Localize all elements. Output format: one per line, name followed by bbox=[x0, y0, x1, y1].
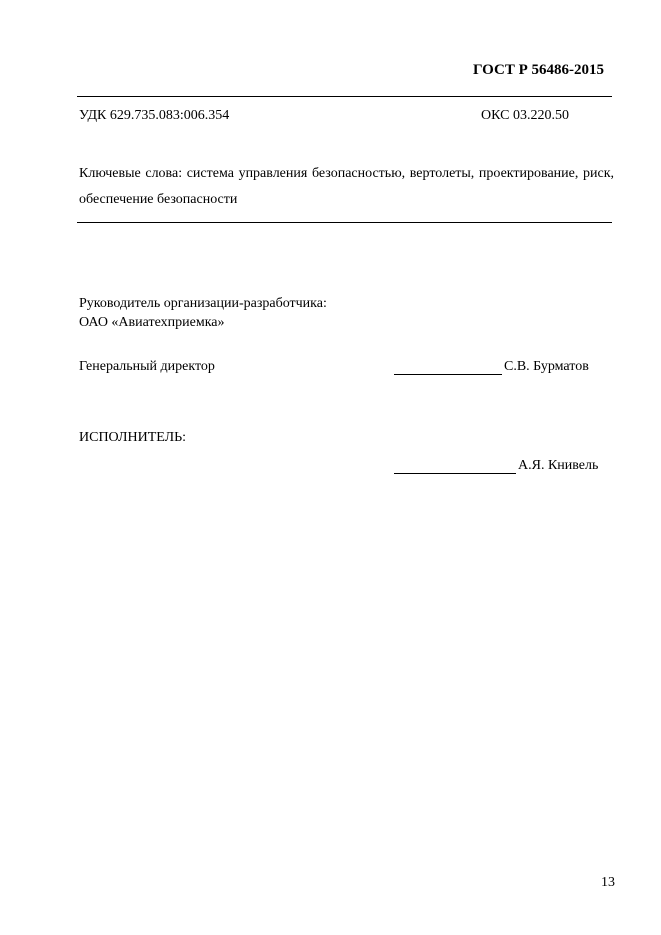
top-divider bbox=[77, 96, 612, 97]
executor-label: ИСПОЛНИТЕЛЬ: bbox=[79, 430, 187, 445]
director-name: С.В. Бурматов bbox=[504, 359, 589, 374]
executor-name: А.Я. Книвель bbox=[518, 458, 599, 473]
oks-code: ОКС 03.220.50 bbox=[481, 108, 569, 123]
developer-org-label: Руководитель организации-разработчика: bbox=[79, 296, 327, 311]
executor-signature-line bbox=[394, 473, 516, 474]
bottom-divider bbox=[77, 222, 612, 223]
director-signature-line bbox=[394, 374, 502, 375]
director-position: Генеральный директор bbox=[79, 359, 215, 374]
developer-org-name: ОАО «Авиатехприемка» bbox=[79, 315, 225, 330]
keywords-paragraph: Ключевые слова: система управления безопасностью, вертолеты, проектирование, риск, обеспечение безопасности bbox=[79, 166, 614, 207]
page-number: 13 bbox=[601, 875, 615, 890]
udk-code: УДК 629.735.083:006.354 bbox=[79, 108, 230, 123]
document-code: ГОСТ Р 56486-2015 bbox=[472, 62, 604, 78]
